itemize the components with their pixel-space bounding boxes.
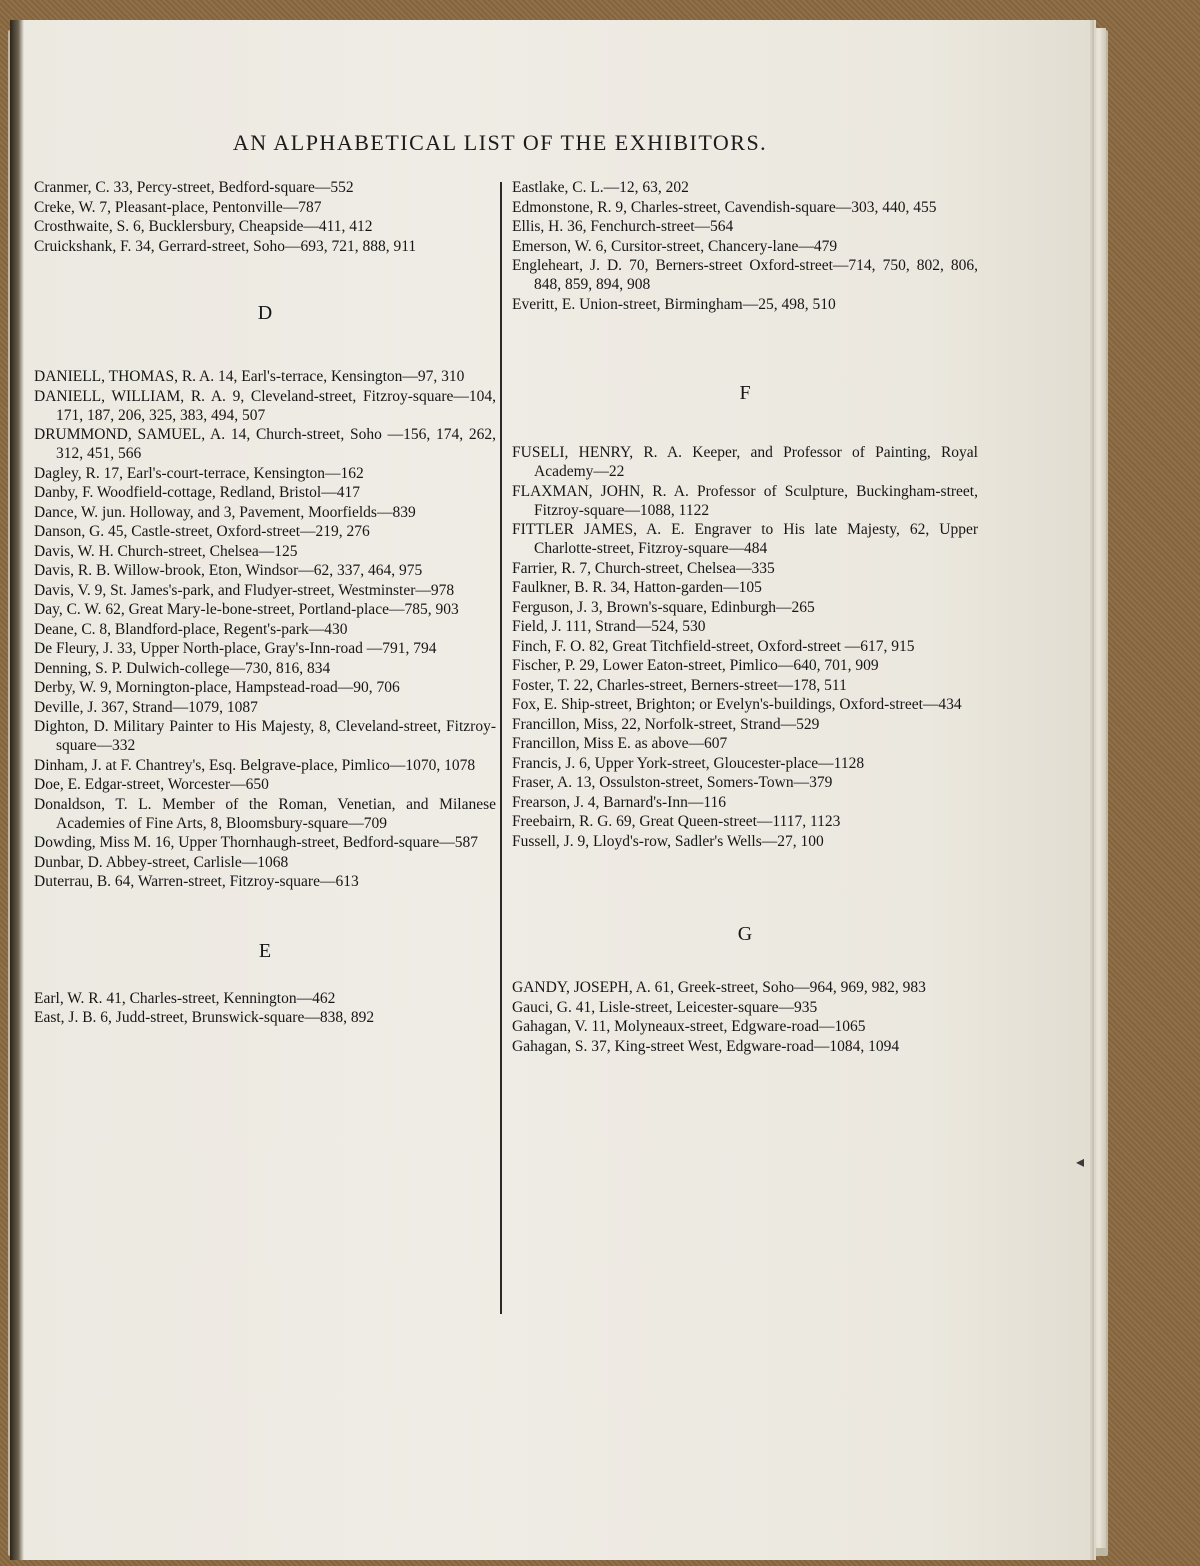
- exhibitor-entry: Crosthwaite, S. 6, Bucklersbury, Cheapside—411, 412: [34, 218, 373, 235]
- exhibitor-entry: Finch, F. O. 82, Great Titchfield-street, Oxford-street —617, 915: [512, 637, 915, 655]
- exhibitor-entry: Davis, W. H. Church-street, Chelsea—125: [34, 542, 298, 560]
- exhibitor-entry: Danby, F. Woodfield-cottage, Redland, Bristol—417: [34, 484, 360, 501]
- exhibitor-entry: Field, J. 111, Strand—524, 530: [512, 618, 706, 635]
- exhibitor-entry: Freebairn, R. G. 69, Great Queen-street—1117, 1123: [512, 813, 841, 830]
- exhibitor-entry: Fischer, P. 29, Lower Eaton-street, Pimlico—640, 701, 909: [512, 657, 879, 674]
- exhibitor-entry: Everitt, E. Union-street, Birmingham—25, 498, 510: [512, 295, 836, 313]
- exhibitor-entry: Frearson, J. 4, Barnard's-Inn—116: [512, 793, 727, 811]
- exhibitor-entry: Dunbar, D. Abbey-street, Carlisle—1068: [34, 853, 289, 871]
- exhibitor-entry: Dighton, D. Military Painter to His Majesty, 8, Cleveland-street, Fitzroy-square—332: [34, 718, 496, 754]
- exhibitor-entry: Ellis, H. 36, Fenchurch-street—564: [512, 218, 734, 235]
- column-divider: [500, 182, 502, 1314]
- left-column: [34, 178, 496, 1028]
- exhibitor-entry: Dance, W. jun. Holloway, and 3, Pavement, Moorfields—839: [34, 503, 416, 521]
- exhibitor-entry: Doe, E. Edgar-street, Worcester—650: [34, 776, 269, 793]
- exhibitor-entry: GANDY, JOSEPH, A. 61, Greek-street, Soho—964, 969, 982, 983: [512, 979, 926, 996]
- exhibitor-entry: Dagley, R. 17, Earl's-court-terrace, Kensington—162: [34, 464, 364, 482]
- e-entries-right: [512, 178, 978, 314]
- exhibitor-entry: Fussell, J. 9, Lloyd's-row, Sadler's Wells—27, 100: [512, 832, 824, 850]
- exhibitor-entry: Duterrau, B. 64, Warren-street, Fitzroy-square—613: [34, 873, 359, 890]
- exhibitor-entry: De Fleury, J. 33, Upper North-place, Gray's-Inn-road —791, 794: [34, 640, 437, 657]
- section-heading-g: G: [737, 923, 753, 945]
- d-entries: [34, 367, 496, 891]
- section-heading-e: E: [258, 939, 272, 962]
- exhibitor-entry: Farrier, R. 7, Church-street, Chelsea—335: [512, 559, 775, 577]
- exhibitor-entry: Dowding, Miss M. 16, Upper Thornhaugh-street, Bedford-square—587: [34, 834, 478, 851]
- exhibitor-entry: Francis, J. 6, Upper York-street, Gloucester-place—1128: [512, 754, 865, 772]
- page-edges: [1092, 28, 1106, 1548]
- exhibitor-entry: Deane, C. 8, Blandford-place, Regent's-park—430: [34, 620, 348, 638]
- exhibitor-entry: Donaldson, T. L. Member of the Roman, Venetian, and Milanese Academies of Fine Arts, 8, Bloomsbury-square—709: [34, 795, 496, 832]
- c-entries: [34, 178, 496, 256]
- exhibitor-entry: Fox, E. Ship-street, Brighton; or Evelyn's-buildings, Oxford-street—434: [512, 696, 962, 713]
- exhibitor-entry: Francillon, Miss E. as above—607: [512, 735, 728, 752]
- exhibitor-entry: Engleheart, J. D. 70, Berners-street Oxford-street—714, 750, 802, 806, 848, 859, 894, 908: [512, 257, 978, 293]
- exhibitor-entry: Eastlake, C. L.—12, 63, 202: [512, 179, 689, 196]
- exhibitor-entry: DANIELL, WILLIAM, R. A. 9, Cleveland-street, Fitzroy-square—104, 171, 187, 206, 325, 383, 494, 507: [34, 387, 496, 424]
- exhibitor-entry: Fraser, A. 13, Ossulston-street, Somers-Town—379: [512, 774, 833, 791]
- exhibitor-entry: Emerson, W. 6, Cursitor-street, Chancery-lane—479: [512, 237, 838, 255]
- exhibitor-entry: Foster, T. 22, Charles-street, Berners-street—178, 511: [512, 676, 847, 694]
- e-entries-left: [34, 989, 496, 1028]
- page-header: AN ALPHABETICAL LIST OF THE EXHIBITORS.: [232, 130, 768, 155]
- exhibitor-entry: Deville, J. 367, Strand—1079, 1087: [34, 698, 258, 716]
- exhibitor-entry: Dinham, J. at F. Chantrey's, Esq. Belgrave-place, Pimlico—1070, 1078: [34, 756, 476, 774]
- right-column: [512, 178, 978, 1056]
- exhibitor-entry: Derby, W. 9, Mornington-place, Hampstead-road—90, 706: [34, 679, 400, 696]
- exhibitor-entry: Danson, G. 45, Castle-street, Oxford-street—219, 276: [34, 523, 370, 540]
- exhibitor-entry: FUSELI, HENRY, R. A. Keeper, and Professor of Painting, Royal Academy—22: [512, 444, 978, 480]
- binding-gutter: [10, 20, 24, 1560]
- margin-mark-icon: ◂: [1076, 1154, 1085, 1171]
- exhibitor-entry: Cruickshank, F. 34, Gerrard-street, Soho—693, 721, 888, 911: [34, 237, 417, 255]
- exhibitor-entry: Gauci, G. 41, Lisle-street, Leicester-square—935: [512, 998, 818, 1016]
- section-heading-d: D: [257, 302, 273, 324]
- exhibitor-entry: Earl, W. R. 41, Charles-street, Kennington—462: [34, 989, 336, 1007]
- exhibitor-entry: Edmonstone, R. 9, Charles-street, Cavendish-square—303, 440, 455: [512, 198, 937, 216]
- exhibitor-entry: Davis, V. 9, St. James's-park, and Fludyer-street, Westminster—978: [34, 581, 455, 599]
- exhibitor-entry: Faulkner, B. R. 34, Hatton-garden—105: [512, 579, 762, 596]
- f-entries: [512, 443, 978, 851]
- exhibitor-entry: Francillon, Miss, 22, Norfolk-street, Strand—529: [512, 715, 820, 733]
- exhibitor-entry: FLAXMAN, JOHN, R. A. Professor of Sculpture, Buckingham-street, Fitzroy-square—1088, 1122: [512, 482, 978, 519]
- section-heading-f: F: [739, 382, 751, 404]
- exhibitor-entry: Ferguson, J. 3, Brown's-square, Edinburgh—265: [512, 598, 815, 616]
- exhibitor-entry: Creke, W. 7, Pleasant-place, Pentonville—787: [34, 198, 322, 216]
- exhibitor-entry: DRUMMOND, SAMUEL, A. 14, Church-street, Soho —156, 174, 262, 312, 451, 566: [34, 426, 496, 462]
- exhibitor-entry: DANIELL, THOMAS, R. A. 14, Earl's-terrace, Kensington—97, 310: [34, 368, 465, 385]
- exhibitor-entry: Gahagan, S. 37, King-street West, Edgware-road—1084, 1094: [512, 1037, 900, 1055]
- exhibitor-entry: FITTLER JAMES, A. E. Engraver to His late Majesty, 62, Upper Charlotte-street, Fitzroy-square—484: [512, 521, 978, 557]
- book-page: [10, 20, 1090, 1560]
- exhibitor-entry: Day, C. W. 62, Great Mary-le-bone-street, Portland-place—785, 903: [34, 601, 459, 618]
- exhibitor-entry: East, J. B. 6, Judd-street, Brunswick-square—838, 892: [34, 1009, 375, 1026]
- g-entries: [512, 978, 978, 1056]
- exhibitor-entry: Denning, S. P. Dulwich-college—730, 816, 834: [34, 659, 331, 677]
- exhibitor-entry: Davis, R. B. Willow-brook, Eton, Windsor—62, 337, 464, 975: [34, 562, 423, 579]
- exhibitor-entry: Cranmer, C. 33, Percy-street, Bedford-square—552: [34, 179, 354, 196]
- exhibitor-entry: Gahagan, V. 11, Molyneaux-street, Edgware-road—1065: [512, 1018, 866, 1035]
